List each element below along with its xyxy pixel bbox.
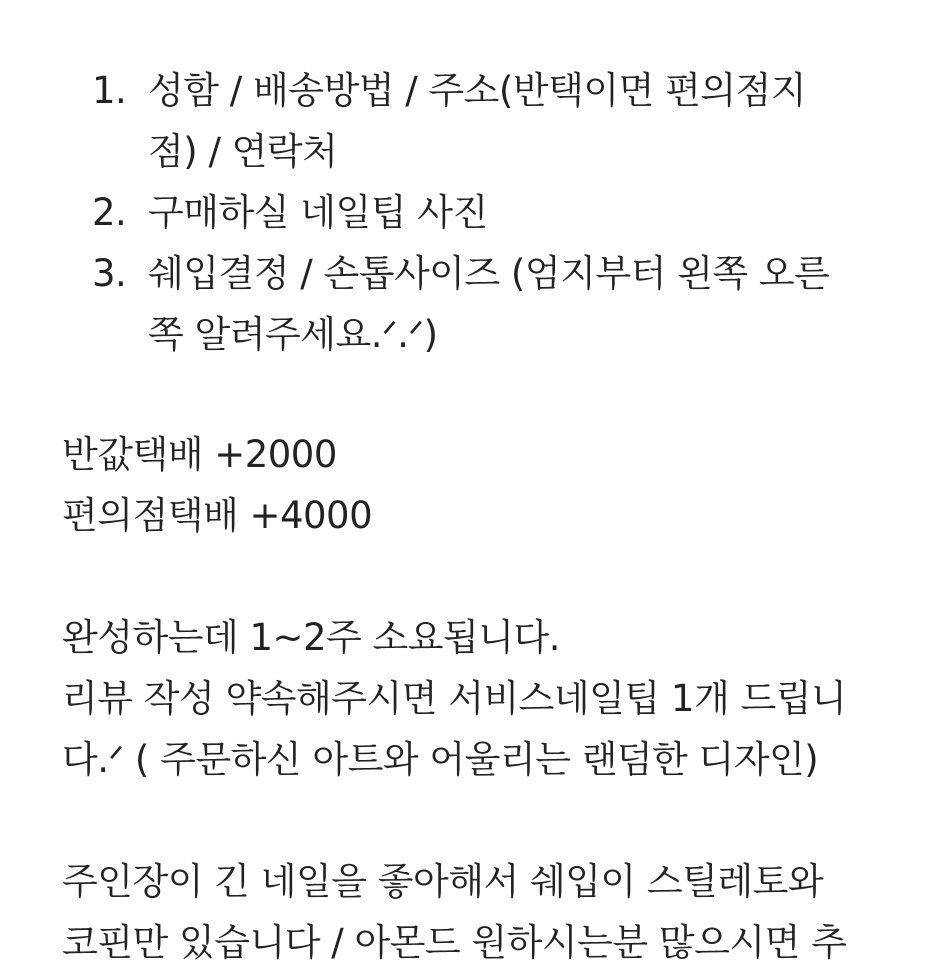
completion-duration-text: 완성하는데 1~2주 소요됩니다. bbox=[62, 616, 561, 659]
shipping-convenience-store: 편의점택배 +4000 bbox=[62, 494, 373, 537]
review-offer-text: 리뷰 작성 약속해주시면 서비스네일팁 1개 드립니 bbox=[62, 677, 847, 720]
list-item-text: 점) / 연락처 bbox=[148, 130, 338, 173]
list-item bbox=[0, 243, 938, 365]
list-item-text: 쪽 알려주세요.ᐟ.ᐟ) bbox=[148, 313, 438, 356]
list-item bbox=[0, 182, 938, 243]
order-steps-list bbox=[0, 60, 938, 365]
list-item-text: 성함 / 배송방법 / 주소(반택이면 편의점지 bbox=[148, 69, 807, 112]
list-number: 2. bbox=[92, 191, 127, 234]
list-item-text: 쉐입결정 / 손톱사이즈 (엄지부터 왼쪽 오른 bbox=[148, 252, 830, 295]
shape-notice-text: 주인장이 긴 네일을 좋아해서 쉐입이 스틸레토와 bbox=[62, 860, 824, 903]
shipping-half-price: 반값택배 +2000 bbox=[62, 433, 337, 476]
review-offer-text: 다.ᐟ ( 주문하신 아트와 어울리는 랜덤한 디자인) bbox=[62, 738, 819, 781]
shape-notice-text: 코핀만 있습니다 / 아몬드 원하시는분 많으시면 추 bbox=[62, 921, 847, 964]
list-number: 3. bbox=[92, 252, 127, 295]
list-number: 1. bbox=[92, 69, 127, 112]
list-item bbox=[0, 60, 938, 182]
list-item-text: 구매하실 네일팁 사진 bbox=[148, 191, 488, 234]
